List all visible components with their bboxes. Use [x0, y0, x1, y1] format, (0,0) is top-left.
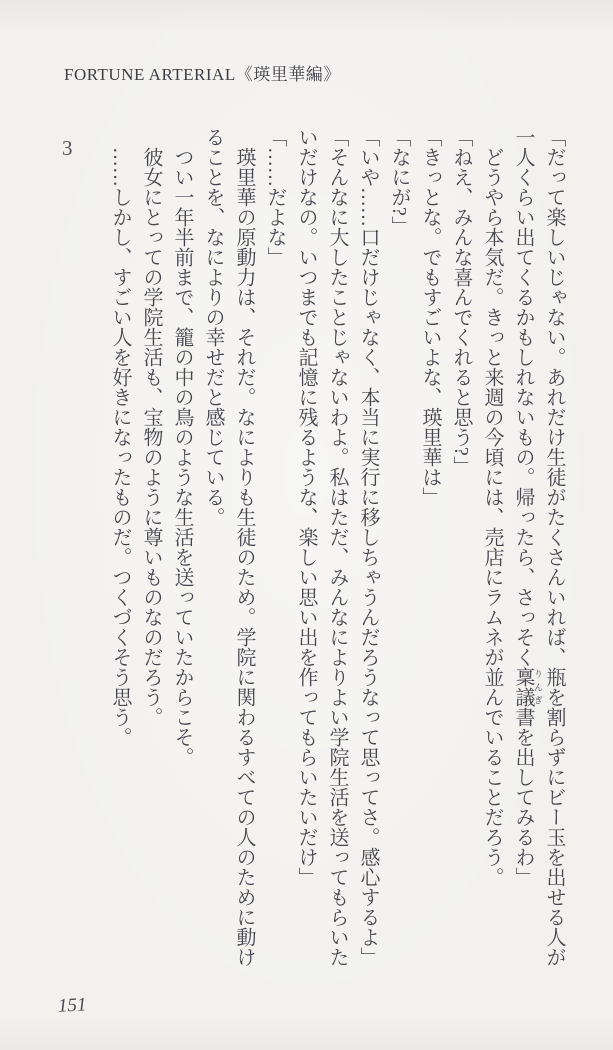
paragraph: 「……だよな」 — [264, 127, 286, 267]
paragraph: 「そんなに大したことじゃないわよ。私はただ、みんなによりよい学院生活を送ってもらいたいだけなの。いつまでも記憶に残るような、楽しい思い出を作ってもらいたいだけ」 — [295, 127, 348, 967]
paragraph-text: 「だって楽しいじゃない。あれだけ生徒がたくさんいれば、瓶を割らずにビー玉を出せる人が一人くらい出てくるかもしれないもの。帰ったら、さっそく — [512, 127, 565, 967]
section-number: 3 — [62, 136, 73, 160]
paragraph: どうやら本気だ。きっと来週の今頃には、売店にラムネが並んでいることだろう。 — [481, 147, 503, 887]
ruby-text: りんぎ — [533, 667, 543, 707]
furigana-ruby — [512, 667, 543, 707]
page-number: 151 — [57, 994, 88, 1017]
paragraph: 瑛里華の原動力は、それだ。なによりも生徒のため。学院に関わるすべての人のために動けることを、なによりの幸せだと感じている。 — [202, 127, 255, 967]
running-header: FORTUNE ARTERIAL《瑛里華編》 — [64, 65, 341, 84]
paragraph: 「きっとな。でもすごいよな、瑛里華は」 — [419, 127, 441, 507]
paragraph-text: 書を出してみるわ」 — [512, 707, 534, 887]
paragraph: ……しかし、すごい人を好きになったものだ。つくづくそう思う。 — [109, 147, 131, 747]
paragraph: 「いや……口だけじゃなく、本当に実行に移しちゃうんだろうなって思ってさ。感心するよ」 — [357, 127, 379, 967]
ruby-base: 稟議 — [512, 667, 534, 707]
paragraph: 「なにが?」 — [388, 127, 410, 236]
novel-text-block — [104, 127, 569, 969]
paragraph: つい一年半前まで、籠の中の鳥のような生活を送っていたからこそ。 — [171, 147, 193, 767]
paragraph: 彼女にとっての学院生活も、宝物のように尊いものなのだろう。 — [140, 147, 162, 727]
paragraph: 「ねえ、みんな喜んでくれると思う?」 — [450, 127, 472, 476]
paragraph — [507, 127, 569, 969]
